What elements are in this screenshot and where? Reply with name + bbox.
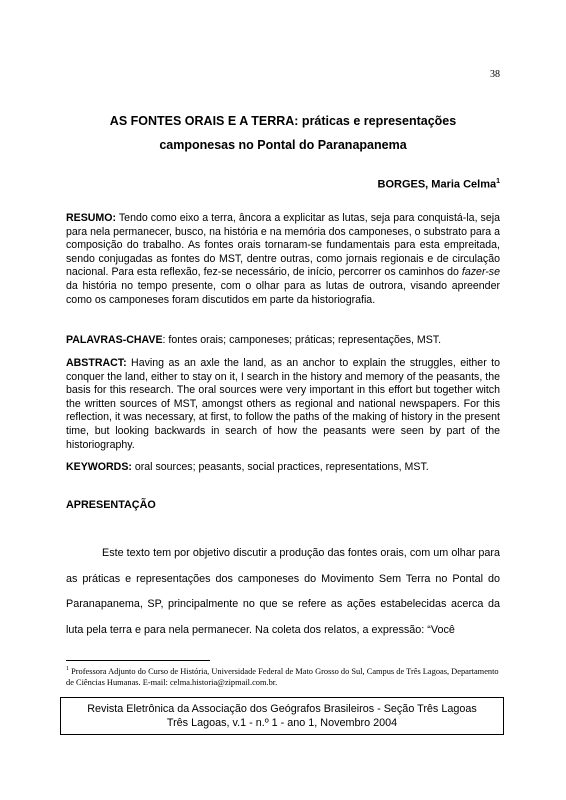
keywords-paragraph: [66, 461, 500, 475]
author-name: BORGES, Maria Celma: [377, 178, 497, 191]
section-heading: APRESENTAÇÃO: [66, 499, 156, 511]
palavras-chave-label: PALAVRAS-CHAVE: [66, 334, 163, 346]
palavras-chave-paragraph: [66, 334, 500, 348]
footer-line-1: Revista Eletrônica da Associação dos Geógrafos Brasileiros - Seção Três Lagoas: [87, 703, 477, 715]
journal-footer: [60, 697, 504, 735]
footer-line-2: Três Lagoas, v.1 - n.º 1 - ano 1, Novembro 2004: [166, 716, 398, 729]
footnote-mark: 1: [66, 666, 69, 672]
page-number: 38: [490, 69, 500, 80]
palavras-chave-text: : fontes orais; camponeses; práticas; representações, MST.: [162, 334, 442, 346]
footnote-text: Professora Adjunto do Curso de História, Universidade Federal de Mato Grosso do Sul, Campus de Três Lagoas, Departamento de Ciências Humanas. E-mail: celma.historia@zipmail.com.br.: [66, 666, 499, 687]
footnote-divider: [66, 660, 210, 661]
abstract-label: ABSTRACT:: [66, 357, 127, 369]
title-line-1: AS FONTES ORAIS E A TERRA: práticas e representações: [109, 114, 457, 128]
resumo-text-a: Tendo como eixo a terra, âncora a explicitar as lutas, seja para conquistá-la, seja para nela permanecer, busco, na história e na memória dos camponeses, o substrato para a composição do trabalho. As fontes orais tornaram-se fundamentais para esta empreitada, sendo conjugadas as fontes do MST, dentre outras, como jornais regionais e de circulação nacional. Para esta reflexão, fez-se necessário, de início, percorrer os caminhos do: [66, 212, 501, 279]
title-line-2: camponesas no Pontal do Paranapanema: [159, 138, 407, 152]
body-paragraph: Este texto tem por objetivo discutir a produção das fontes orais, com um olhar para as práticas e representações dos camponeses do Movimento Sem Terra no Pontal do Paranapanema, SP, principalmente no que se refere as ações estabelecidas acerca da luta pela terra e para nela permanecer. Na coleta dos relatos, a expressão: “Você: [66, 547, 500, 636]
footnote: [66, 664, 500, 688]
resumo-text-b: da história no tempo presente, com o olhar para as lutas de outrora, visando apreender como os camponeses foram discutidos em parte da historiografia.: [66, 279, 500, 306]
abstract-text: Having as an axle the land, as an anchor to explain the struggles, either to conquer the land, either to stay on it, I search in the history and memory of the peasants, the basis for this research. The oral sources were very important in this effort but together witch the written sources of MST, amongst others as regional and national newspapers. For this reflection, it was necessary, at first, to follow the paths of the making of history in the present time, but looking backwards in search of how the peasants were seen by part of the historiography.: [66, 357, 500, 451]
keywords-text: oral sources; peasants, social practices, representations, MST.: [131, 461, 429, 473]
keywords-label: KEYWORDS:: [66, 461, 132, 473]
resumo-label: RESUMO:: [66, 212, 117, 224]
resumo-paragraph: [66, 212, 500, 307]
article-title: [66, 109, 500, 157]
author-line: [378, 178, 501, 191]
author-footnote-mark[interactable]: 1: [496, 178, 500, 185]
resumo-italic: fazer-se: [461, 266, 500, 279]
abstract-paragraph: [66, 357, 500, 452]
